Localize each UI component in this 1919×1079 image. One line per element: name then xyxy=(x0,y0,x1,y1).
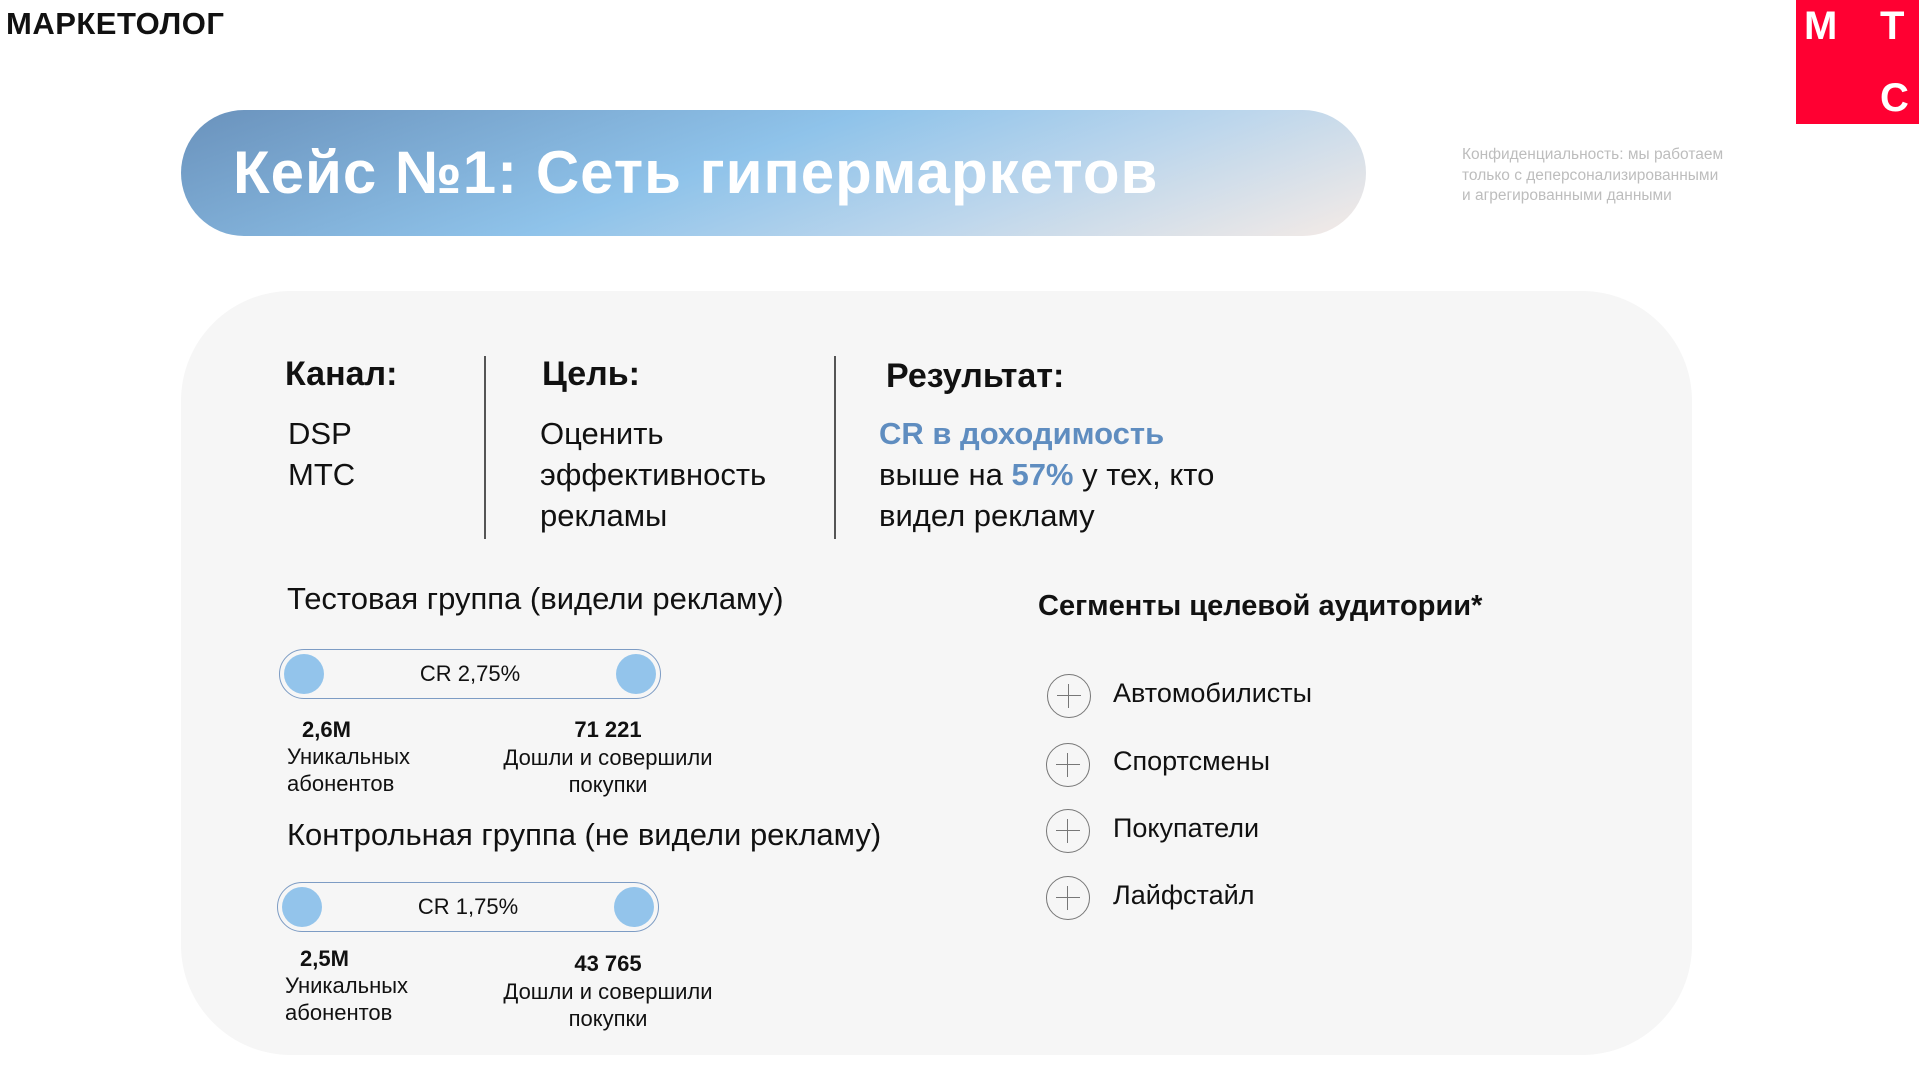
test-purchases xyxy=(488,717,728,798)
test-group-cr-bar xyxy=(279,649,661,699)
mts-logo xyxy=(1796,0,1919,124)
conf-line: и агрегированными данными xyxy=(1462,187,1672,204)
segment-item: Автомобилисты xyxy=(1113,678,1313,708)
test-purchases-value: 71 221 xyxy=(574,717,642,742)
result-prefix: выше на xyxy=(879,457,1012,492)
logo-letter-s: С xyxy=(1880,76,1909,120)
label-line: покупки xyxy=(568,772,648,797)
control-group-cr-bar xyxy=(277,882,659,932)
page-title: Кейс №1: Сеть гипермаркетов xyxy=(233,139,1159,206)
result-accent-line: CR в доходимость xyxy=(879,416,1165,451)
cr-value: CR 2,75% xyxy=(419,661,521,686)
result-suffix: у тех, кто xyxy=(1073,457,1215,492)
control-group-title: Контрольная группа (не видели рекламу) xyxy=(287,817,882,852)
plus-icon xyxy=(1046,743,1090,787)
divider xyxy=(834,356,836,539)
channel-line: DSP xyxy=(288,416,352,451)
goal-heading: Цель: xyxy=(542,355,640,393)
result-line-3: видел рекламу xyxy=(879,498,1095,533)
confidentiality-note xyxy=(1462,145,1762,207)
plus-icon xyxy=(1046,876,1090,920)
segment-item: Спортсмены xyxy=(1113,746,1271,776)
goal-values xyxy=(540,413,766,536)
channel-heading: Канал: xyxy=(285,355,398,393)
logo-letter-t: Т xyxy=(1880,4,1905,48)
segment-item: Покупатели xyxy=(1113,813,1260,843)
plus-icon xyxy=(1047,674,1091,718)
end-dot xyxy=(614,887,654,927)
goal-line: Оценить xyxy=(540,416,664,451)
control-purchases-value: 43 765 xyxy=(574,951,642,976)
result-heading: Результат: xyxy=(886,357,1065,395)
plus-icon xyxy=(1046,809,1090,853)
test-unique-label xyxy=(287,743,410,797)
label-line: абонентов xyxy=(287,771,395,796)
cr-value: CR 1,75% xyxy=(417,894,519,919)
control-unique-label xyxy=(285,972,408,1026)
result-text xyxy=(879,413,1214,536)
segments-title: Сегменты целевой аудитории* xyxy=(1038,590,1483,622)
conf-line: Конфиденциальность: мы работаем xyxy=(1462,146,1724,163)
label-line: абонентов xyxy=(285,1000,393,1025)
result-percent: 57% xyxy=(1011,457,1074,492)
control-unique-value: 2,5M xyxy=(300,946,349,971)
label-line: покупки xyxy=(568,1006,648,1031)
brand-label: МАРКЕТОЛОГ xyxy=(6,6,225,41)
segment-item: Лайфстайл xyxy=(1113,880,1255,910)
label-line: Уникальных xyxy=(287,744,411,769)
result-line-2 xyxy=(879,454,1214,495)
label-line: Дошли и совершили xyxy=(503,979,713,1004)
goal-line: рекламы xyxy=(540,498,668,533)
control-purchases xyxy=(488,951,728,1032)
test-unique-value: 2,6M xyxy=(302,717,351,742)
logo-letter-m: М xyxy=(1804,4,1838,48)
title-banner xyxy=(181,110,1366,236)
channel-values xyxy=(288,413,355,495)
conf-line: только с деперсонализированными xyxy=(1462,166,1719,184)
test-group-title: Тестовая группа (видели рекламу) xyxy=(287,581,784,616)
label-line: Дошли и совершили xyxy=(503,745,713,770)
channel-line: МТС xyxy=(288,457,356,492)
divider xyxy=(484,356,486,539)
label-line: Уникальных xyxy=(285,973,409,998)
goal-line: эффективность xyxy=(540,457,767,492)
end-dot xyxy=(616,654,656,694)
